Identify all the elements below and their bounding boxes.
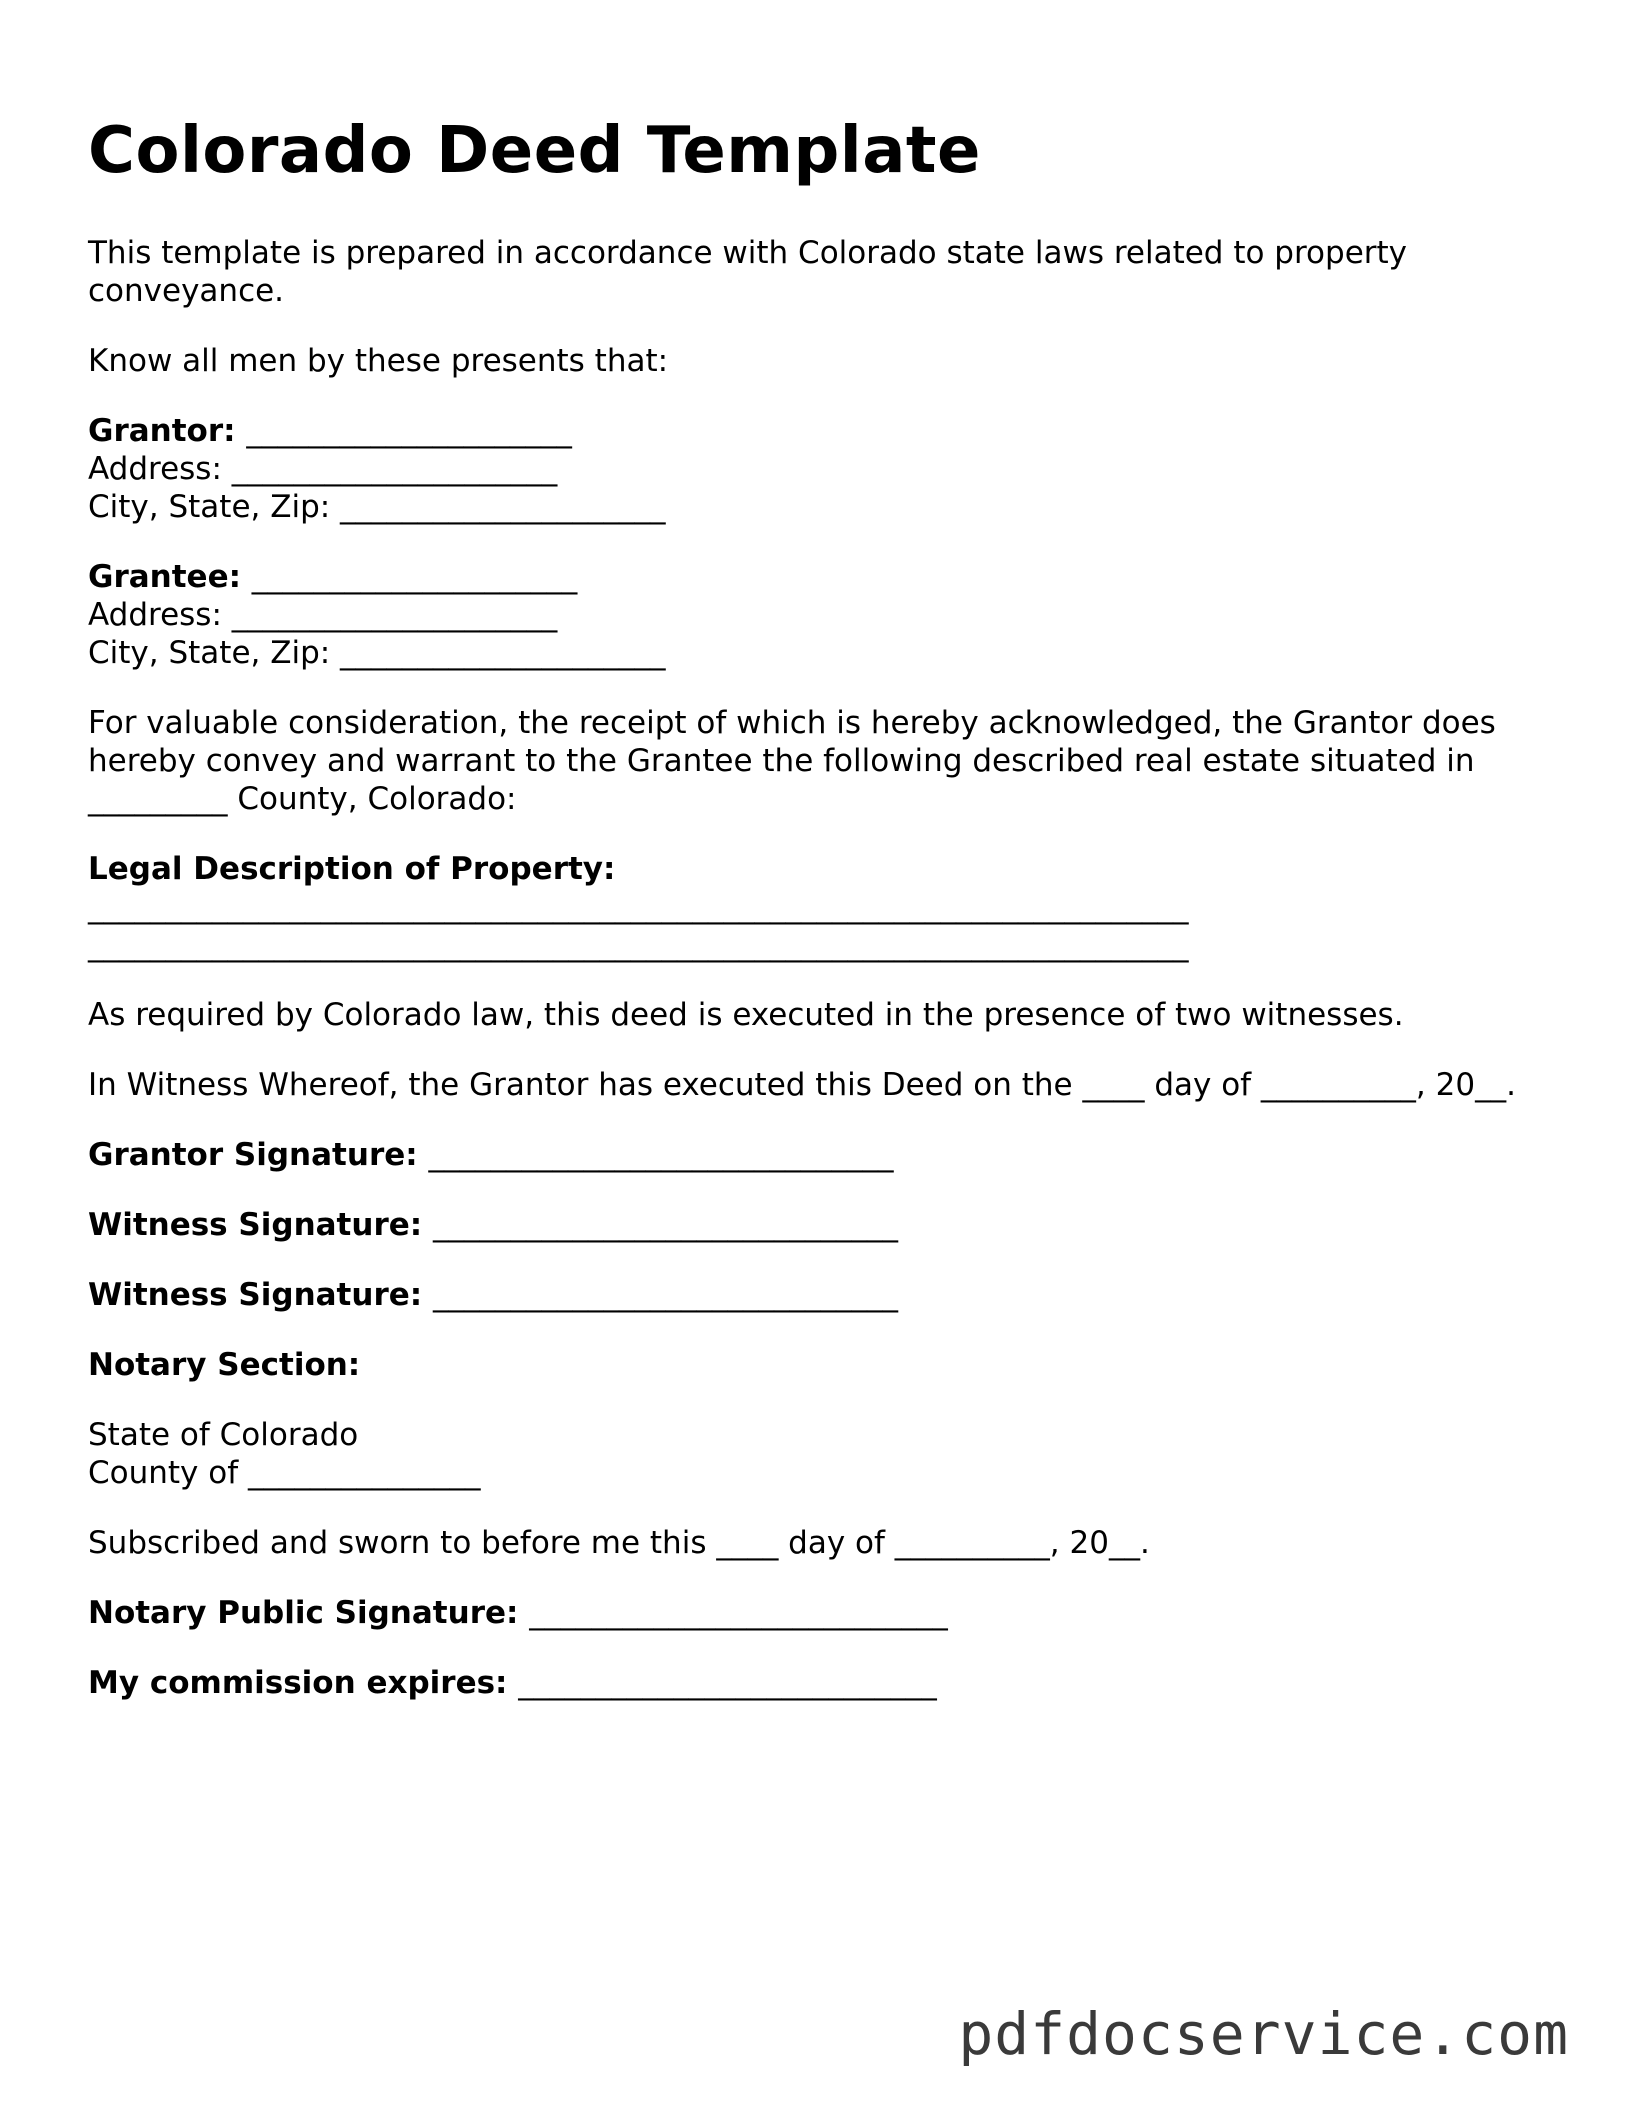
- in-witness-paragraph: In Witness Whereof, the Grantor has executed this Deed on the ____ day of __________, 20__.: [88, 1067, 1516, 1103]
- grantor-city-field[interactable]: City, State, Zip: _____________________: [88, 489, 666, 525]
- grantee-city-field[interactable]: City, State, Zip: _____________________: [88, 635, 666, 671]
- grantor-signature-field[interactable]: ______________________________: [428, 1137, 894, 1173]
- grantee-line: [88, 558, 1548, 596]
- grantee-name-field[interactable]: _____________________: [251, 559, 578, 595]
- witness-requirement: As required by Colorado law, this deed is executed in the presence of two witnesses.: [88, 997, 1404, 1033]
- grantor-label: Grantor:: [88, 413, 247, 449]
- document-page: [88, 108, 1548, 1734]
- notary-venue-block: [88, 1416, 1548, 1492]
- grantee-address-field[interactable]: Address: _____________________: [88, 597, 558, 633]
- witness-signature-line-2: [88, 1276, 1548, 1314]
- notary-section-heading: Notary Section:: [88, 1347, 361, 1383]
- notary-county-field[interactable]: County of _______________: [88, 1455, 481, 1491]
- grantee-label: Grantee:: [88, 559, 252, 595]
- witness-signature-label-1: Witness Signature:: [88, 1207, 433, 1243]
- witness-signature-field-2[interactable]: ______________________________: [432, 1277, 898, 1313]
- witness-signature-field-1[interactable]: ______________________________: [432, 1207, 898, 1243]
- grantee-block: [88, 558, 1548, 672]
- witness-signature-label-2: Witness Signature:: [88, 1277, 433, 1313]
- legal-description-line-1[interactable]: _______________________________________________________________________: [88, 889, 1189, 925]
- watermark-logo: pdfdocservice.com: [958, 2000, 1569, 2068]
- grantor-name-field[interactable]: _____________________: [246, 413, 572, 449]
- preamble: Know all men by these presents that:: [88, 343, 669, 379]
- notary-sworn-statement: Subscribed and sworn to before me this ____ day of __________, 20__.: [88, 1525, 1150, 1561]
- notary-public-signature-label: Notary Public Signature:: [88, 1595, 530, 1631]
- commission-expires-field[interactable]: ___________________________: [518, 1665, 937, 1701]
- grantor-signature-line: [88, 1136, 1548, 1174]
- legal-description-line-2[interactable]: _______________________________________________________________________: [88, 927, 1189, 963]
- grantor-address-field[interactable]: Address: _____________________: [88, 451, 558, 487]
- notary-public-signature-line: [88, 1594, 1548, 1632]
- intro-paragraph: This template is prepared in accordance with Colorado state laws related to property conveyance.: [88, 235, 1408, 309]
- legal-description-heading: Legal Description of Property:: [88, 851, 616, 887]
- notary-state: State of Colorado: [88, 1417, 359, 1453]
- consideration-paragraph: For valuable consideration, the receipt of which is hereby acknowledged, the Grantor does hereby convey and warrant to the Grantee the following described real estate situated in _________ County, Colorado:: [88, 705, 1496, 817]
- grantor-signature-label: Grantor Signature:: [88, 1137, 429, 1173]
- commission-expires-line: [88, 1664, 1548, 1702]
- legal-description-block: [88, 850, 1548, 964]
- page-title: Colorado Deed Template: [88, 114, 981, 188]
- grantor-line: [88, 412, 1548, 450]
- witness-signature-line-1: [88, 1206, 1548, 1244]
- grantor-block: [88, 412, 1548, 526]
- notary-public-signature-field[interactable]: ___________________________: [529, 1595, 948, 1631]
- commission-expires-label: My commission expires:: [88, 1665, 519, 1701]
